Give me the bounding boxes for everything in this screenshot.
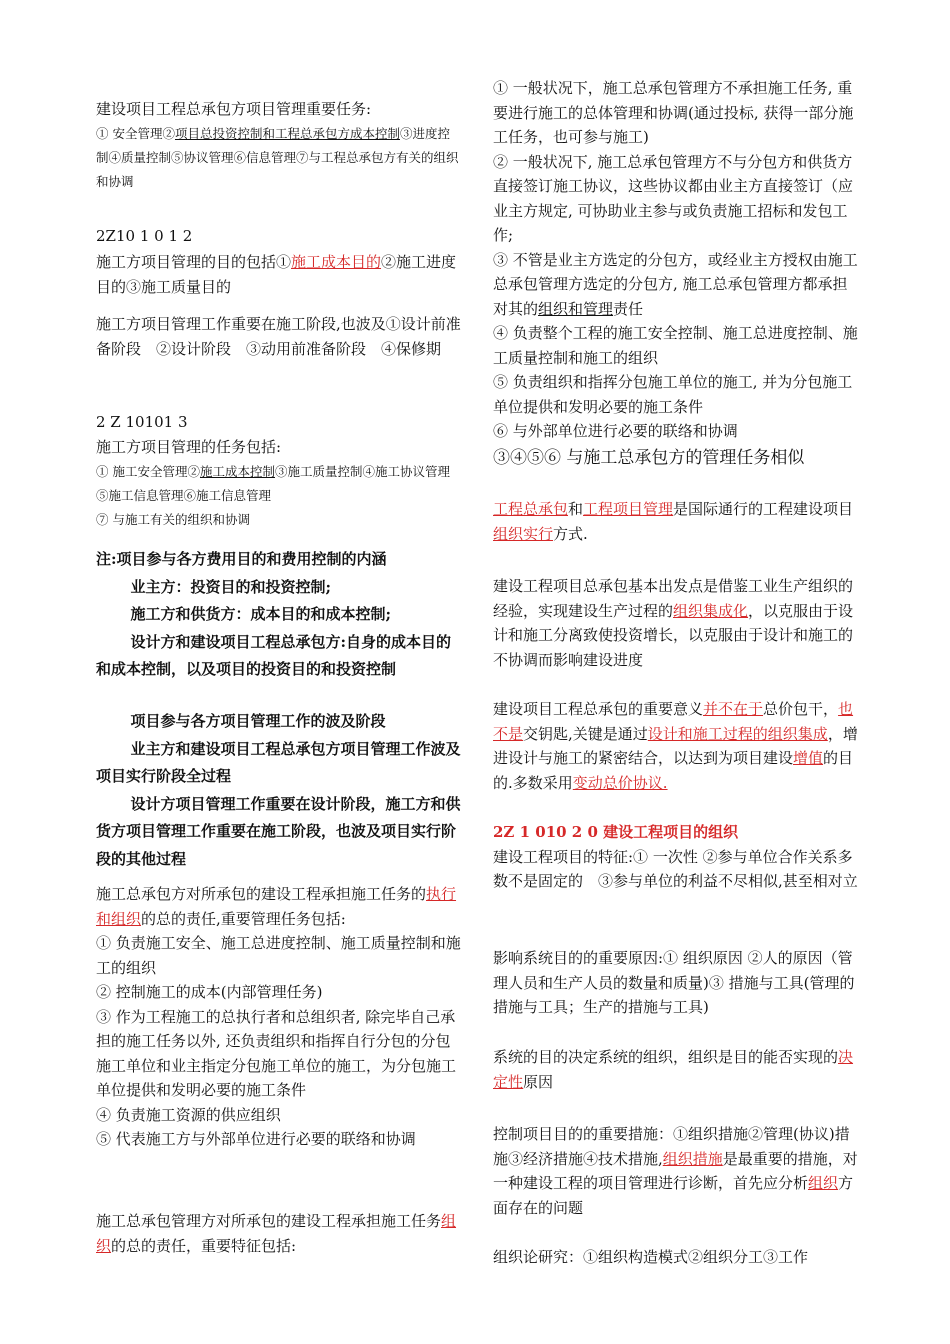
task-block-general-contractor	[96, 97, 462, 194]
management-features-list	[493, 76, 859, 472]
paragraph-construction-goals: 施工方项目管理的目的包括①施工成本目的②施工进度目的③施工质量目的	[96, 253, 457, 296]
summary-line: ③④⑤⑥ 与施工总承包方的管理任务相似	[493, 447, 805, 468]
underlined-term: 组织和管理	[538, 299, 614, 318]
note-heading: 注:项目参与各方费用目的和费用控制的内涵	[96, 550, 387, 568]
list-item: ① 一般状况下，施工总承包管理方不承担施工任务, 重要进行施工的总体管理和协调(通过投标, 获得一部分施工任务，也可参与施工)	[493, 79, 854, 146]
list-item: ④ 负责施工资源的供应组织	[96, 1105, 281, 1124]
red-term: 执行和组织	[96, 885, 457, 928]
list-item: ④ 负责整个工程的施工安全控制、施工总进度控制、施工质量控制和施工的组织	[493, 324, 858, 367]
underlined-term: 项目总投资控制和工程总承包方成本控制	[174, 125, 400, 141]
underlined-term: 施工成本控制	[199, 463, 275, 479]
list-item: ③ 不管是业主方选定的分包方，或经业主方授权由施工总承包管理方选定的分包方, 施工总承包管理方都承担对其的组织和管理责任	[493, 250, 858, 318]
list-item: ⑤ 负责组织和指挥分包施工单位的施工, 并为分包施工单位提供和发明必要的施工条件	[493, 373, 853, 416]
red-term: 决定性	[493, 1048, 854, 1091]
red-term: 组织措施	[662, 1149, 723, 1168]
paragraph-system-goals: 系统的目的决定系统的组织，组织是目的能否实现的决定性原因	[493, 1048, 854, 1091]
paragraph-starting-point: 建设工程项目总承包基本出发点是借鉴工业生产组织的经验，实现建设生产过程的组织集成化，以克服由于设计和施工分离致使投资增长，以克服由于设计和施工的不协调而影响建设进度	[493, 577, 854, 669]
paragraph-influence-factors: 影响系统目的的重要原因:① 组织原因 ②人的原因（管理人员和生产人员的数量和质量)③ 措施与工具(管理的措施与工具；生产的措施与工具)	[493, 949, 855, 1016]
paragraph-significance: 建设项目工程总承包的重要意义并不在于总价包干，也不是交钥匙,关键是通过设计和施工过程的组织集成，增进设计与施工的紧密结合，以达到为项目建设增值的目的.多数采用变动总价协议.	[493, 700, 858, 792]
red-term: 也不是	[493, 700, 854, 743]
red-term: 并不在于	[703, 700, 764, 718]
paragraph-organization-theory: 组织论研究：①组织构造模式②组织分工③工作	[493, 1248, 809, 1266]
red-term: 工程项目管理	[583, 500, 674, 518]
red-term: 组织集成化	[673, 601, 749, 620]
paragraph-international-practice: 工程总承包和工程项目管理是国际通行的工程建设项目组织实行方式.	[493, 500, 854, 543]
list-item: ② 一般状况下, 施工总承包管理方不与分包方和供货方直接签订施工协议，这些协议都由业主方直接签订（应业主方规定, 可协助业主参与或负责施工招标和发包工作;	[493, 152, 854, 244]
note-cost-control: 注:项目参与各方费用目的和费用控制的内涵 业主方：投资目的和投资控制; 施工方和供货方：成本目的和成本控制; 设计方和建设项目工程总承包方:自身的成本目的和成本控制，以及项目的投资目的和投资控制	[96, 546, 462, 684]
red-term: 组织	[96, 1212, 457, 1255]
section-heading: 2Z 1 010 2 0 建设工程项目的组织	[493, 823, 739, 841]
paragraph-title: 施工方项目管理的任务包括:	[96, 438, 282, 456]
red-term: 组织实行	[493, 524, 554, 543]
list-item: ③ 作为工程施工的总执行者和总组织者, 除完毕自己承担的施工任务以外, 还负责组织和指挥自行分包的分包施工单位和业主指定分包施工单位的施工，为分包施工单位提供和发明必要的施工条件	[96, 1007, 457, 1099]
red-term: 变动总价协议.	[572, 773, 668, 792]
list-item: ① 负责施工安全、施工总进度控制、施工质量控制和施工的组织	[96, 934, 461, 977]
section-code: 2Z10 1 0 1 2	[96, 227, 193, 245]
paragraph-construction-stages: 施工方项目管理工作重要在施工阶段,也波及①设计前准备阶段 ②设计阶段 ③动用前准备阶段 ④保修期	[96, 315, 461, 358]
list-item: ⑤ 代表施工方与外部单位进行必要的联络和协调	[96, 1130, 416, 1148]
paragraph-general-contractor-tasks: 施工总承包方对所承包的建设工程承担施工任务的执行和组织的总的责任,重要管理任务包括: ① 负责施工安全、施工总进度控制、施工质量控制和施工的组织 ② 控制施工的成本(内部管理任务) ③ 作为工程施工的总执行者和总组织者, 除完毕自己承担的施工任务以外, 还负责组织和指挥自行分包的分包施工单位和业主指定分包施工单位的施工，为分包施工单位提供和发明必要的施工条件 ④ 负责施工资源的供应组织 ⑤ 代表施工方与外部单位进行必要的联络和协调	[96, 882, 462, 1152]
red-term: 增值	[793, 749, 824, 767]
red-term: 设计和施工过程的组织集成	[647, 724, 828, 743]
task-block-construction: 施工方项目管理的任务包括: ① 施工安全管理②施工成本控制③施工质量控制④施工协议管理⑤施工信息管理⑥施工信息管理 ⑦ 与施工有关的组织和协调	[96, 435, 462, 532]
red-term: 工程总承包	[493, 500, 569, 518]
section-project-organization: 2Z 1 010 2 0 建设工程项目的组织 建设工程项目的特征:① 一次性 ②参与单位合作关系多数不是固定的 ③参与单位的利益不尽相似,甚至相对立	[493, 820, 859, 894]
list-item: ② 控制施工的成本(内部管理任务)	[96, 983, 323, 1001]
task-list: ① 施工安全管理②施工成本控制③施工质量控制④施工协议管理⑤施工信息管理⑥施工信息管理	[96, 463, 451, 503]
paragraph-management-features: 施工总承包管理方对所承包的建设工程承担施工任务组织的总的责任，重要特征包括:	[96, 1212, 457, 1255]
task-list: ① 安全管理②项目总投资控制和工程总承包方成本控制③进度控制④质量控制⑤协议管理⑥信息管理⑦与工程总承包方有关的组织和协调	[96, 125, 459, 189]
red-term: 组织	[808, 1174, 839, 1192]
section-code: 2 Z 10101 3	[96, 413, 188, 431]
note-stages: 项目参与各方项目管理工作的波及阶段 业主方和建设项目工程总承包方项目管理工作波及项目实行阶段全过程 设计方项目管理工作重要在设计阶段，施工方和供货方项目管理工作重要在施工阶段，也波及项目实行阶段的其他过程	[96, 712, 461, 868]
paragraph-title: 建设项目工程总承包方项目管理重要任务:	[96, 100, 372, 118]
red-term: 施工成本目的	[291, 253, 382, 271]
paragraph-control-measures: 控制项目目的的重要措施：①组织措施②管理(协议)措施③经济措施④技术措施,组织措施是最重要的措施，对一种建设工程的项目管理进行诊断，首先应分析组织方面存在的问题	[493, 1125, 858, 1217]
list-item: ⑥ 与外部单位进行必要的联络和协调	[493, 422, 738, 440]
